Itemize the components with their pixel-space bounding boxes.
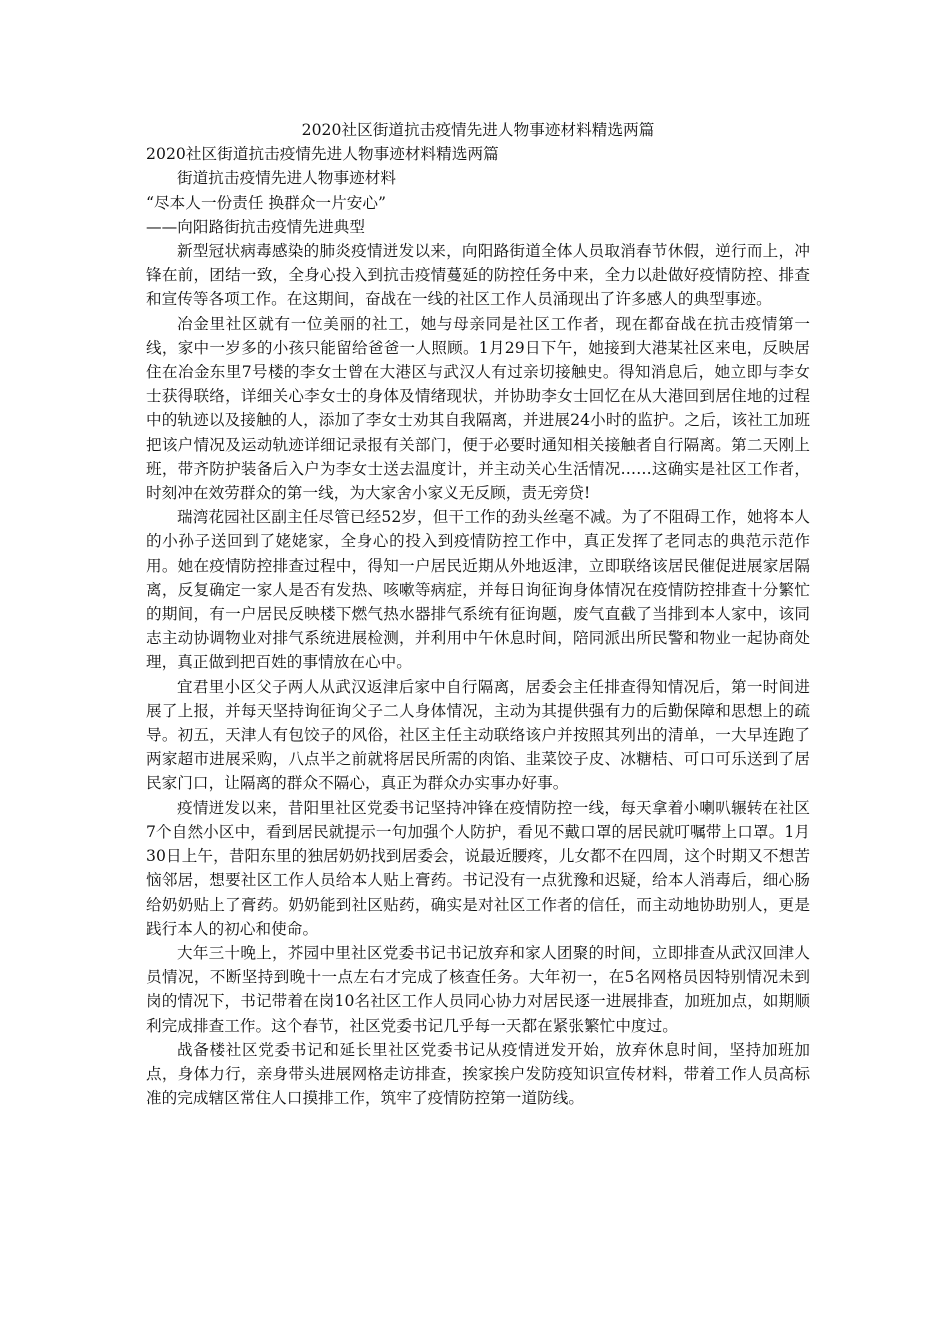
paragraph-jieyuan: 大年三十晚上，芥园中里社区党委书记书记放弃和家人团聚的时间，立即排查从武汉回津人员情况，不断坚持到晚十一点左右才完成了核查任务。大年初一，在5名网格员因特别情况未到岗的情况下，书记带着在岗10名社区工作人员同心协力对居民逐一进展排查，加班加点，如期顺利完成排查工作。这个春节，社区党委书记几乎每一天都在紧张繁忙中度过。: [146, 943, 810, 1035]
paragraph-ruiwan: 瑞湾花园社区副主任尽管已经52岁，但干工作的劲头丝毫不减。为了不阻碍工作，她将本人的小孙子送回到了姥姥家，全身心的投入到疫情防控工作中，真正发挥了老同志的典范示范作用。她在疫情防控排查过程中，得知一户居民近期从外地返津，立即联络该居民催促进展家居隔离，反复确定一家人是否有发热、咳嗽等病症，并每日询征询身体情况在疫情防控排查十分繁忙的期间，有一户居民反映楼下燃气热水器排气系统有征询题，废气直截了当排到本人家中，该同志主动协调物业对排气系统进展检测，并利用中午休息时间，陪同派出所民警和物业一起协商处理，真正做到把百姓的事情放在心中。: [146, 508, 810, 672]
paragraph-yejinli: 冶金里社区就有一位美丽的社工，她与母亲同是社区工作者，现在都奋战在抗击疫情第一线，家中一岁多的小孩只能留给爸爸一人照顾。1月29日下午，她接到大港某社区来电，反映居住在冶金东里7号楼的李女士曾在大港区与武汉人有过亲切接触史。得知消息后，她立即与李女士获得联络，详细关心李女士的身体及情绪现状，并协助李女士回忆在从大港回到居住地的过程中的轨迹以及接触的人，添加了李女士劝其自我隔离，并进展24小时的监护。之后，该社工加班把该户情况及运动轨迹详细记录报有关部门，便于必要时通知相关接触者自行隔离。第二天刚上班，带齐防护装备后入户为李女士送去温度计，并主动关心生活情况……这确实是社区工作者，时刻冲在效劳群众的第一线，为大家舍小家义无反顾，责无旁贷!: [146, 314, 810, 503]
section-heading: 街道抗击疫情先进人物事迹材料: [177, 169, 397, 188]
document-body: [146, 118, 810, 1110]
paragraph-intro: 新型冠状病毒感染的肺炎疫情迸发以来，向阳路街道全体人员取消春节休假，逆行而上，冲锋在前，团结一致，全身心投入到抗击疫情蔓延的防控任务中来，全力以赴做好疫情防控、排查和宣传等各项工作。在这期间，奋战在一线的社区工作人员涌现出了许多感人的典型事迹。: [146, 242, 810, 309]
quote-line: “尽本人一份责任 换群众一片安心”: [146, 193, 387, 212]
paragraph-zhanbeilou: 战备楼社区党委书记和延长里社区党委书记从疫情迸发开始，放弃休息时间，坚持加班加点，身体力行，亲身带头进展网格走访排查，挨家挨户发防疫知识宣传材料，带着工作人员高标准的完成辖区常住人口摸排工作，筑牢了疫情防控第一道防线。: [146, 1040, 810, 1108]
document-title: 2020社区街道抗击疫情先进人物事迹材料精选两篇: [301, 121, 655, 139]
byline: ——向阳路街抗击疫情先进典型: [146, 217, 366, 236]
paragraph-xiyangli: 疫情迸发以来，昔阳里社区党委书记坚持冲锋在疫情防控一线，每天拿着小喇叭辗转在社区7个自然小区中，看到居民就提示一句加强个人防护，看见不戴口罩的居民就叮嘱带上口罩。1月30日上午，昔阳东里的独居奶奶找到居委会，说最近腰疼，儿女都不在四周，这个时期又不想苦恼邻居，想要社区工作人员给本人贴上膏药。书记没有一点犹豫和迟疑，给本人消毒后，细心肠给奶奶贴上了膏药。奶奶能到社区贴药，确实是对社区工作者的信任，而主动地协助别人，更是践行本人的初心和使命。: [146, 798, 810, 938]
paragraph-yijunli: 宜君里小区父子两人从武汉返津后家中自行隔离，居委会主任排查得知情况后，第一时间进展了上报，并每天坚持询征询父子二人身体情况，主动为其提供强有力的后勤保障和思想上的疏导。初五，天津人有包饺子的风俗，社区主任主动联络该户并按照其列出的清单，一大早连跑了两家超市进展采购，八点半之前就将居民所需的肉馅、韭菜饺子皮、冰糖桔、可口可乐送到了居民家门口，让隔离的群众不隔心，真正为群众办实事办好事。: [146, 677, 810, 793]
document-subtitle: 2020社区街道抗击疫情先进人物事迹材料精选两篇: [146, 145, 499, 164]
